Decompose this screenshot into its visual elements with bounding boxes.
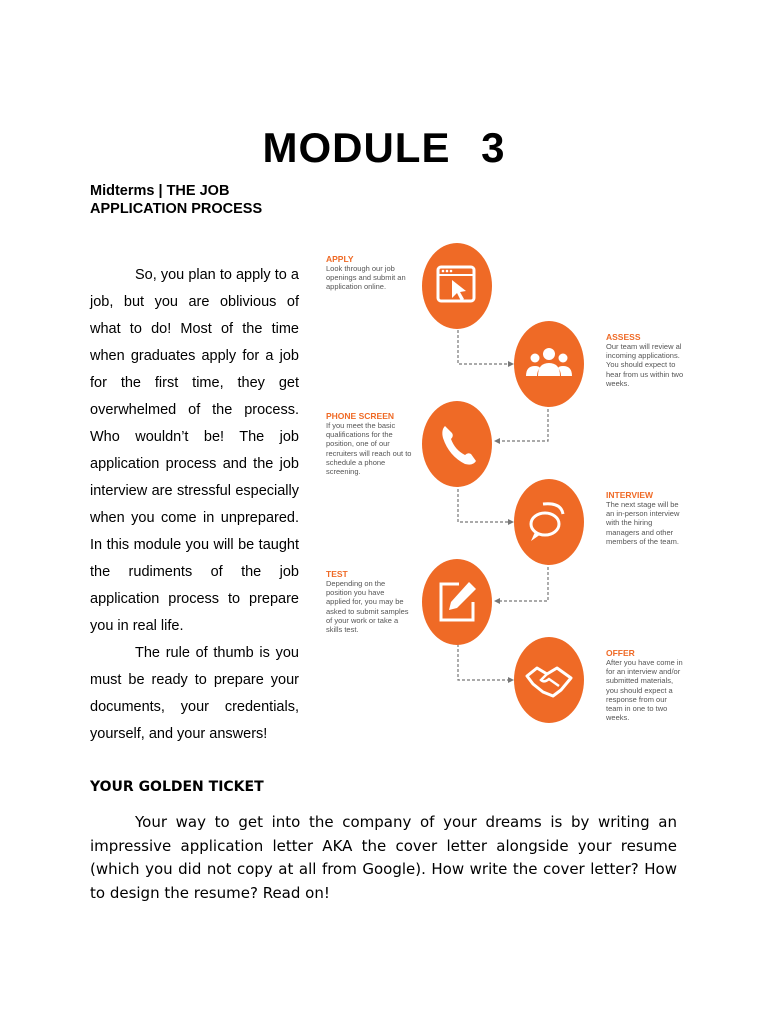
step-assess: ASSESS Our team will review al incoming applications. You should expect to hear from us within two weeks. <box>606 332 684 388</box>
handshake-icon <box>513 636 585 724</box>
intro-text <box>90 262 299 748</box>
section-heading: YOUR GOLDEN TICKET <box>90 779 264 795</box>
group-icon <box>513 320 585 408</box>
phone-icon <box>421 400 493 488</box>
step-test: TEST Depending on the position you have applied for, you may be asked to submit samples of your work or take a skills test. <box>326 569 409 635</box>
module-subtitle: Midterms | THE JOB APPLICATION PROCESS <box>90 183 263 217</box>
edit-icon <box>421 558 493 646</box>
page-title: MODULE 3 <box>262 124 506 171</box>
browser-cursor-icon <box>421 242 493 330</box>
job-process-infographic <box>320 240 685 738</box>
step-offer: OFFER After you have come in for an interview and/or submitted materials, you should expect a response from our team in one to two weeks. <box>606 648 683 723</box>
step-apply: APPLY Look through our job openings and submit an application online. <box>326 254 406 292</box>
section-body: Your way to get into the company of your dreams is by writing an impressive application letter AKA the cover letter alongside your resume (which you did not copy at all from Google). How write the cover letter? How to design the resume? Read on! <box>90 813 677 903</box>
chat-bubbles-icon <box>513 478 585 566</box>
intro-paragraph-1: So, you plan to apply to a job, but you are oblivious of what to do! Most of the time when graduates apply for a job for the first time, they get overwhelmed of the process. Who wouldn’t be! The job application process and the job interview are stressful especially when you come in unprepared. In this module you will be taught the rudiments of the job application process to prepare you in real life. <box>90 267 299 634</box>
step-interview: INTERVIEW The next stage will be an in-person interview with the hiring managers and other members of the team. <box>606 490 680 546</box>
intro-paragraph-2: The rule of thumb is you must be ready to prepare your documents, your credentials, yourself, and your answers! <box>90 645 299 742</box>
step-phone-screen: PHONE SCREEN If you meet the basic qualifications for the position, one of our recruiters will reach out to schedule a phone screening. <box>326 411 412 477</box>
